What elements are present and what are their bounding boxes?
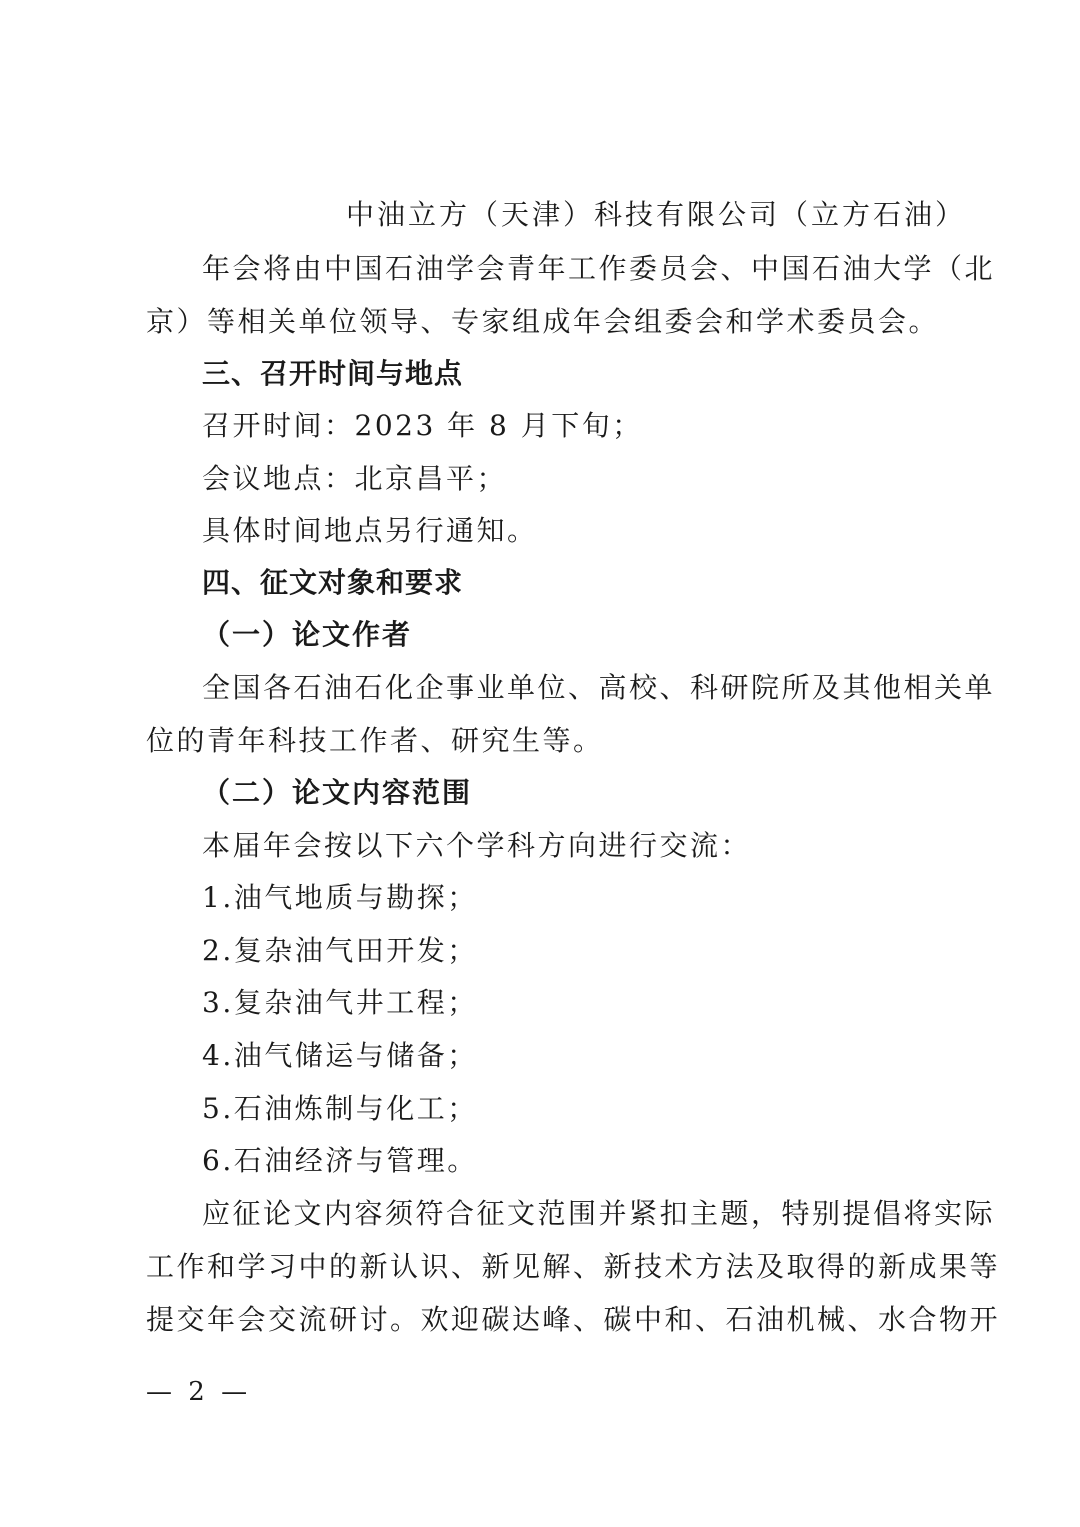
meeting-time: 召开时间：2023 年 8 月下旬； xyxy=(202,409,643,442)
meeting-location: 会议地点：北京昌平； xyxy=(202,462,508,495)
paragraph-line: 京）等相关单位领导、专家组成年会组委会和学术委员会。 xyxy=(146,305,940,338)
list-item: 4.油气储运与储备； xyxy=(202,1039,478,1072)
list-item: 5.石油炼制与化工； xyxy=(202,1092,478,1125)
section-heading-4: 四、征文对象和要求 xyxy=(202,566,464,599)
list-item: 3.复杂油气井工程； xyxy=(202,986,478,1019)
paragraph-line: 应征论文内容须符合征文范围并紧扣主题，特别提倡将实际 xyxy=(202,1197,996,1230)
paragraph-line: 年会将由中国石油学会青年工作委员会、中国石油大学（北 xyxy=(202,252,996,285)
paragraph-line: 工作和学习中的新认识、新见解、新技术方法及取得的新成果等 xyxy=(146,1250,1001,1283)
paragraph-line: 提交年会交流研讨。欢迎碳达峰、碳中和、石油机械、水合物开 xyxy=(146,1303,1001,1336)
paragraph-line: 位的青年科技工作者、研究生等。 xyxy=(146,724,604,757)
list-item: 6.石油经济与管理。 xyxy=(202,1144,478,1177)
section-heading-3: 三、召开时间与地点 xyxy=(202,357,464,390)
paragraph-line: 全国各石油石化企事业单位、高校、科研院所及其他相关单 xyxy=(202,671,996,704)
paragraph-line: 本届年会按以下六个学科方向进行交流： xyxy=(202,829,752,862)
list-item: 1.油气地质与勘探； xyxy=(202,881,478,914)
page-number: — 2 — xyxy=(146,1377,252,1407)
notice-line: 具体时间地点另行通知。 xyxy=(202,514,538,547)
organizer-line: 中油立方（天津）科技有限公司（立方石油） xyxy=(346,198,967,231)
subheading-scope: （二）论文内容范围 xyxy=(202,776,473,809)
list-item: 2.复杂油气田开发； xyxy=(202,934,478,967)
subheading-authors: （一）论文作者 xyxy=(202,618,413,651)
